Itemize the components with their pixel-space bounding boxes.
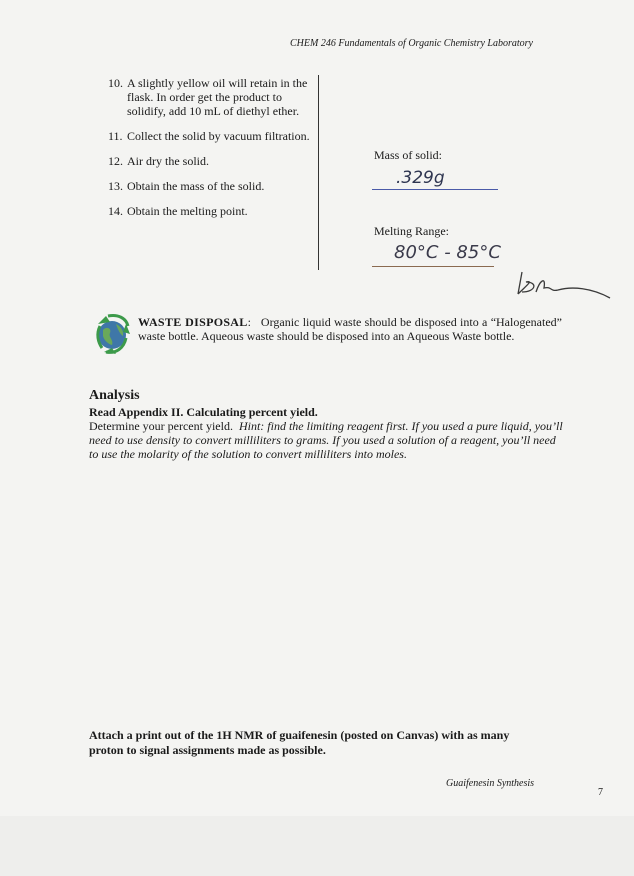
mass-underline (372, 189, 498, 190)
step-14 (108, 204, 313, 218)
step-11 (108, 129, 313, 143)
attach-instruction: Attach a print out of the 1H NMR of guaifenesin (posted on Canvas) with as many proton to signal assignments made as possible. (89, 728, 510, 757)
step-10 (108, 76, 313, 118)
melting-label: Melting Range: (374, 224, 449, 238)
step-text: Obtain the melting point. (127, 204, 248, 218)
step-13 (108, 179, 313, 193)
initials-signature (512, 262, 612, 302)
step-text: Collect the solid by vacuum filtration. (127, 129, 310, 143)
step-number: 11. (108, 129, 123, 143)
recycle-globe-icon (88, 310, 136, 358)
column-divider (318, 75, 319, 270)
footer-title: Guaifenesin Synthesis (446, 778, 535, 789)
step-number: 12. (108, 154, 123, 168)
analysis-lead: Determine your percent yield. (89, 419, 233, 433)
step-text: Obtain the mass of the solid. (127, 179, 265, 193)
scan-bottom-edge (0, 816, 634, 876)
waste-title: WASTE DISPOSAL (138, 315, 248, 329)
procedure-steps (108, 76, 313, 229)
step-text: Air dry the solid. (127, 154, 209, 168)
analysis-instructions (89, 419, 563, 461)
step-number: 14. (108, 204, 123, 218)
melting-underline (372, 266, 494, 267)
step-number: 13. (108, 179, 123, 193)
signature-drawing (512, 262, 612, 302)
waste-disposal-notice: WASTE DISPOSAL: Organic liquid waste should be disposed into a “Halogenated” waste bottle. Aqueous waste should be disposed into an Aqueous Waste bottle. (138, 315, 562, 343)
analysis-hint: Hint: find the limiting reagent first. If you used a pure liquid, you’ll need to use density to convert milliliters to grams. If you used a solution of a reagent, you’ll need to use the molarity of the solution to convert milliliters into moles. (89, 419, 563, 461)
waste-text: Organic liquid waste should be disposed into a “Halogenated” waste bottle. Aqueous waste should be disposed into an Aqueous Waste bottle. (138, 315, 562, 343)
course-header: CHEM 246 Fundamentals of Organic Chemistry Laboratory (290, 38, 533, 49)
mass-label: Mass of solid: (374, 148, 443, 162)
step-number: 10. (108, 76, 123, 90)
step-12 (108, 154, 313, 168)
step-text: A slightly yellow oil will retain in the flask. In order get the product to solidify, add 10 mL of diethyl ether. (127, 76, 308, 118)
page-number: 7 (598, 787, 603, 798)
analysis-subheading: Read Appendix II. Calculating percent yield. (89, 405, 318, 419)
analysis-heading: Analysis (89, 388, 140, 403)
melting-value: 80°C - 85°C (394, 242, 501, 263)
mass-value: .329g (396, 168, 445, 188)
